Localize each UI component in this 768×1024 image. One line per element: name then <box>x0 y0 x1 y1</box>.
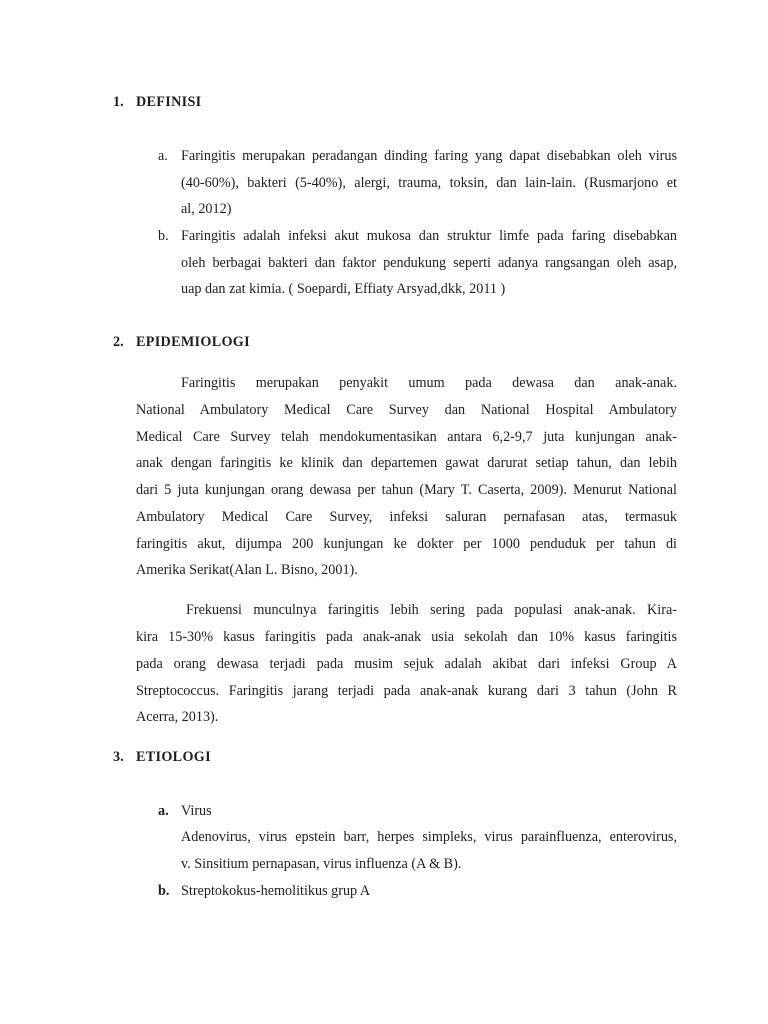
section-number: 1. <box>113 94 124 110</box>
etiologi-a-line-1: Adenovirus, virus epstein barr, herpes simpleks, virus parainfluenza, enterovirus, <box>181 829 677 845</box>
section-heading-epidemiologi: EPIDEMIOLOGI <box>136 334 250 350</box>
epidemiologi-p2-line-3: pada orang dewasa terjadi pada musim sejuk adalah akibat dari infeksi Group A <box>136 656 677 672</box>
epidemiologi-p1-line-7: faringitis akut, dijumpa 200 kunjungan ke dokter per 1000 penduduk per tahun di <box>136 536 677 552</box>
definisi-a-line-1: Faringitis merupakan peradangan dinding faring yang dapat disebabkan oleh virus <box>181 148 677 164</box>
section-number: 2. <box>113 334 124 350</box>
etiologi-a-line-2: v. Sinsitium pernapasan, virus influenza (A & B). <box>181 856 462 872</box>
list-marker: a. <box>158 803 169 819</box>
definisi-b-line-3: uap dan zat kimia. ( Soepardi, Effiaty Arsyad,dkk, 2011 ) <box>181 281 506 297</box>
epidemiologi-p1-line-2: National Ambulatory Medical Care Survey dan National Hospital Ambulatory <box>136 402 677 418</box>
etiologi-b-title: Streptokokus-hemolitikus grup A <box>181 883 371 899</box>
epidemiologi-p1-line-1: Faringitis merupakan penyakit umum pada dewasa dan anak-anak. <box>181 375 677 391</box>
list-marker: b. <box>158 228 169 244</box>
epidemiologi-p2-line-4: Streptococcus. Faringitis jarang terjadi pada anak-anak kurang dari 3 tahun (John R <box>136 683 677 699</box>
definisi-a-line-3: al, 2012) <box>181 201 232 217</box>
epidemiologi-p1-line-3: Medical Care Survey telah mendokumentasikan antara 6,2-9,7 juta kunjungan anak- <box>136 429 677 445</box>
epidemiologi-p1-line-6: Ambulatory Medical Care Survey, infeksi saluran pernafasan atas, termasuk <box>136 509 677 525</box>
epidemiologi-p1-line-4: anak dengan faringitis ke klinik dan departemen gawat darurat setiap tahun, dan lebih <box>136 455 677 471</box>
section-heading-definisi: DEFINISI <box>136 94 202 110</box>
epidemiologi-p2-line-1: Frekuensi munculnya faringitis lebih sering pada populasi anak-anak. Kira- <box>186 602 677 618</box>
definisi-b-line-2: oleh berbagai bakteri dan faktor pendukung seperti adanya rangsangan oleh asap, <box>181 255 677 271</box>
list-marker: a. <box>158 148 168 164</box>
section-number: 3. <box>113 749 124 765</box>
etiologi-a-title: Virus <box>181 803 212 819</box>
epidemiologi-p1-line-5: dari 5 juta kunjungan orang dewasa per tahun (Mary T. Caserta, 2009). Menurut National <box>136 482 677 498</box>
epidemiologi-p2-line-2: kira 15-30% kasus faringitis pada anak-anak usia sekolah dan 10% kasus faringitis <box>136 629 677 645</box>
definisi-b-line-1: Faringitis adalah infeksi akut mukosa dan struktur limfe pada faring disebabkan <box>181 228 677 244</box>
list-marker: b. <box>158 883 170 899</box>
epidemiologi-p2-line-5: Acerra, 2013). <box>136 709 219 725</box>
section-heading-etiologi: ETIOLOGI <box>136 749 211 765</box>
definisi-a-line-2: (40-60%), bakteri (5-40%), alergi, trauma, toksin, dan lain-lain. (Rusmarjono et <box>181 175 677 191</box>
epidemiologi-p1-line-8: Amerika Serikat(Alan L. Bisno, 2001). <box>136 562 358 578</box>
